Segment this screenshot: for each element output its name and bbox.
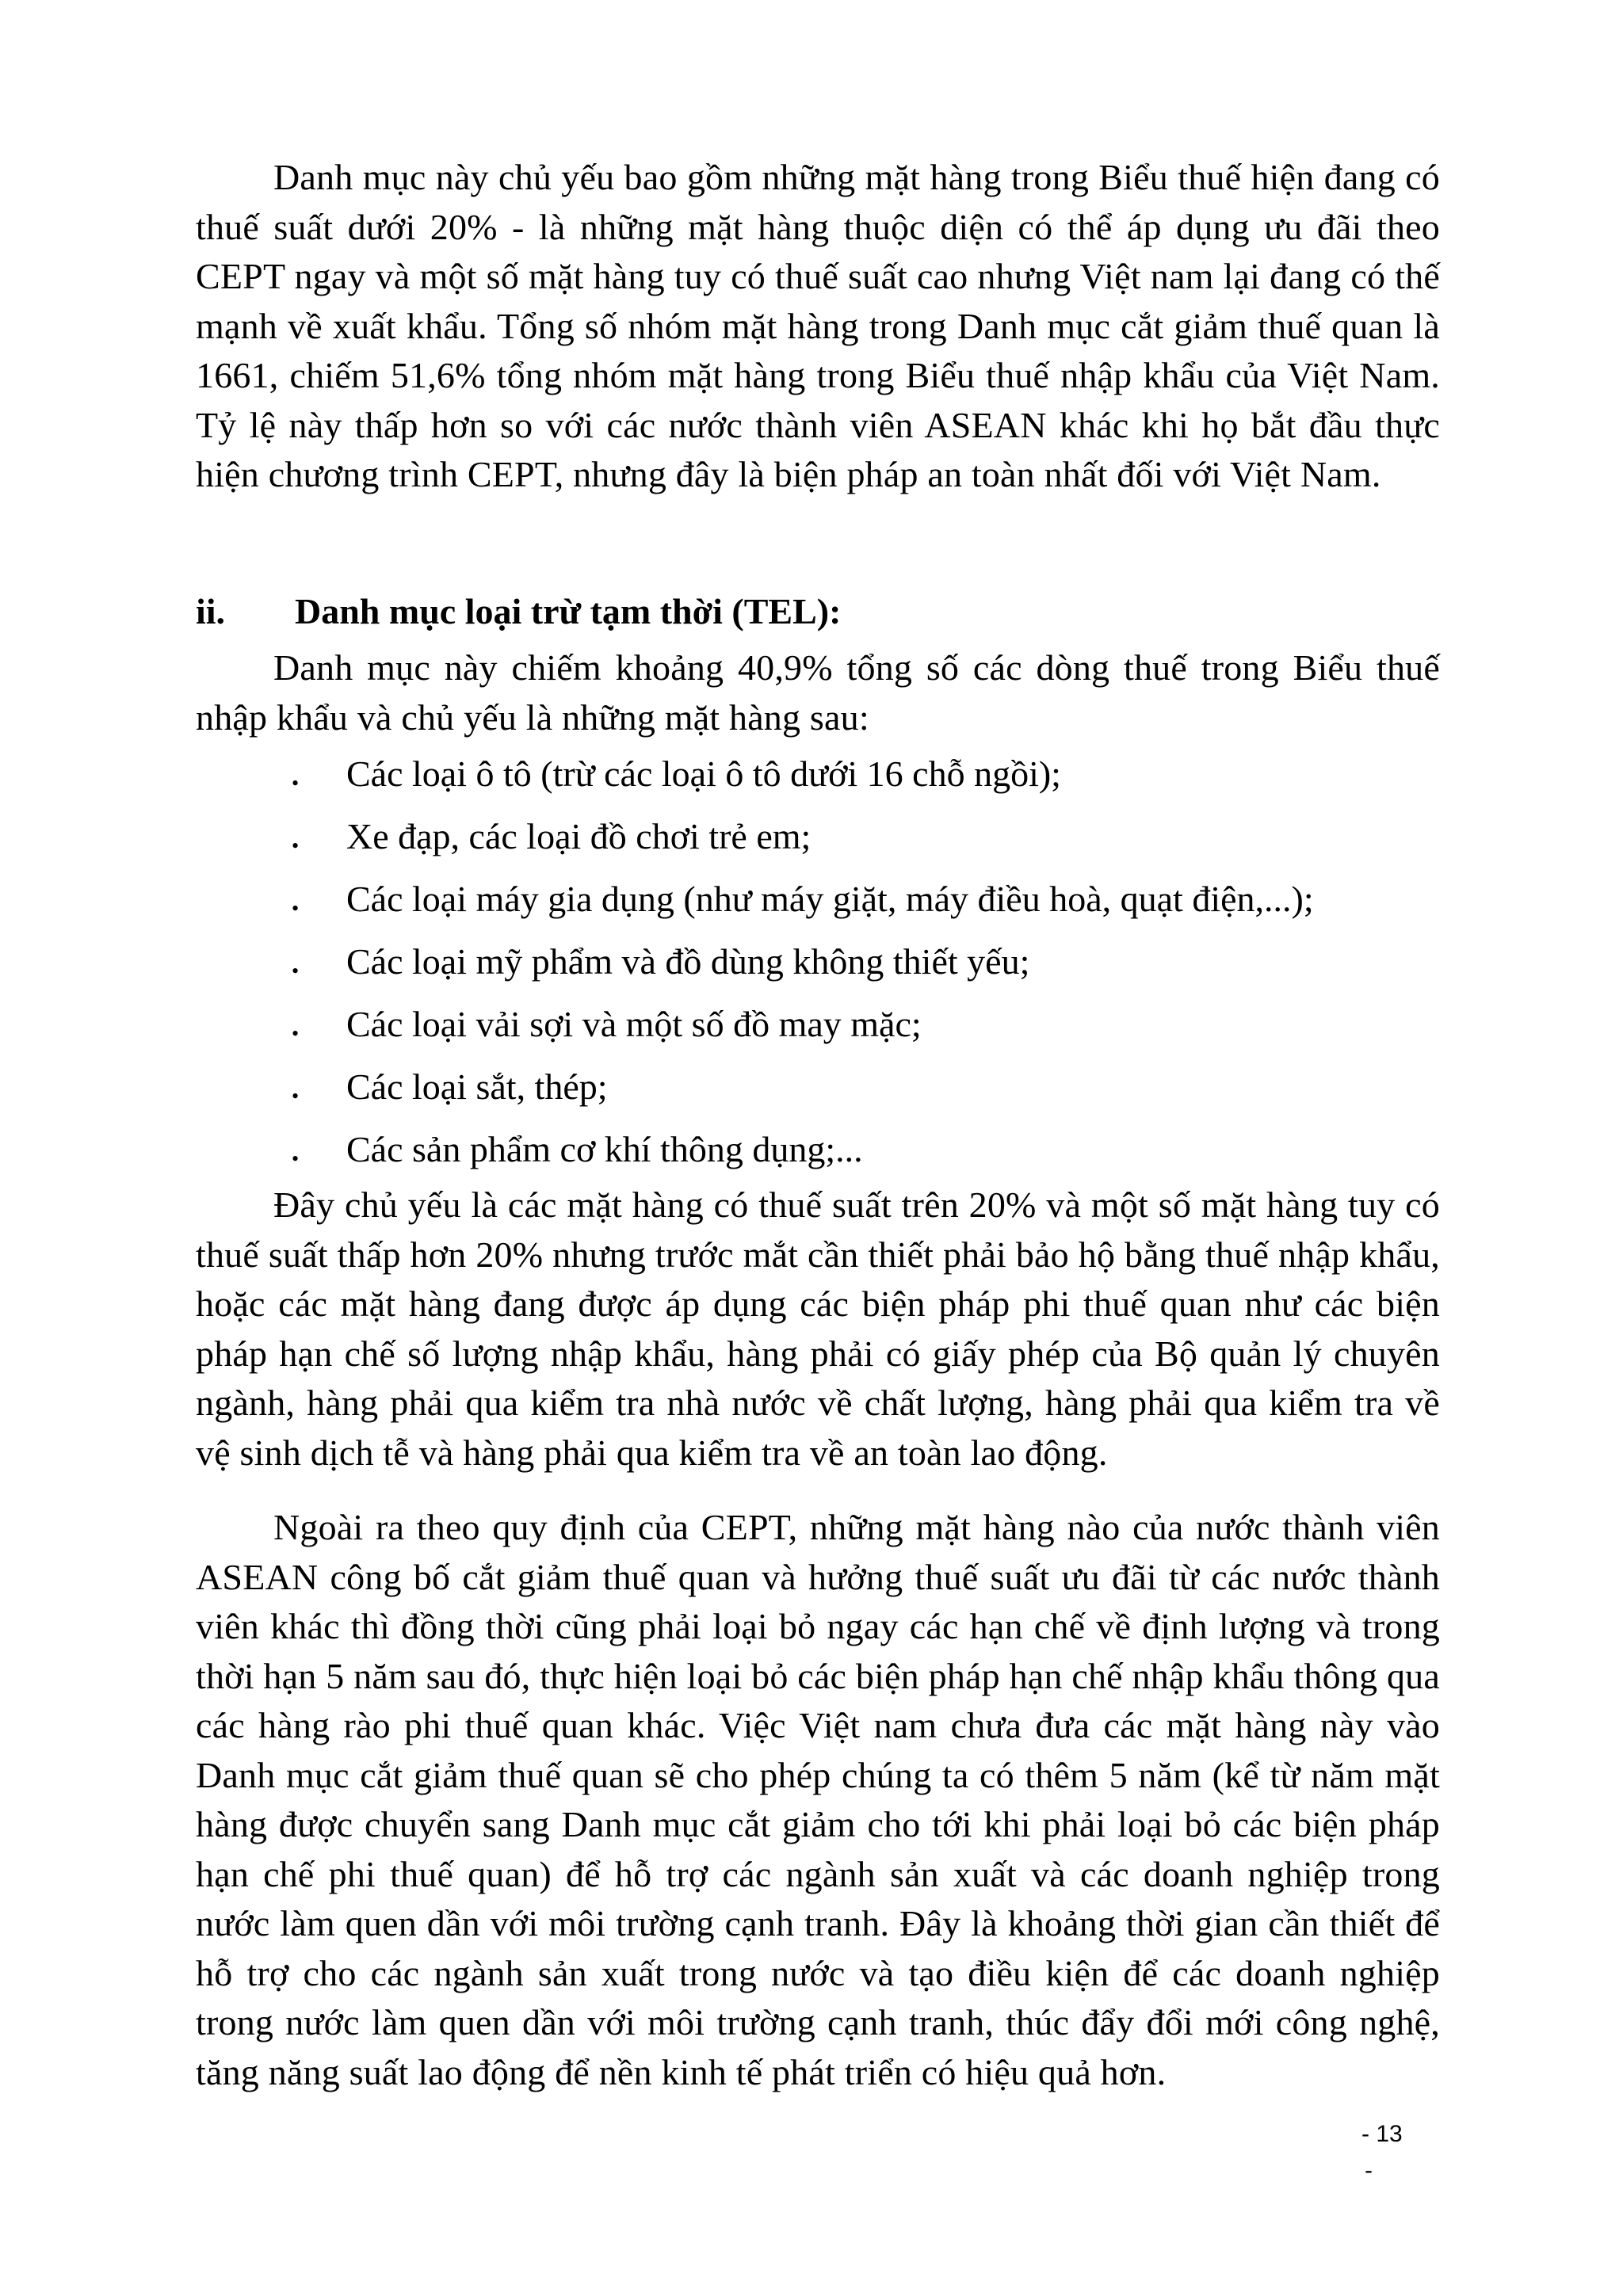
- tel-description-paragraph: Đây chủ yếu là các mặt hàng có thuế suất trên 20% và một số mặt hàng tuy có thuế suất thấp hơn 20% nhưng trước mắt cần thiết phải bảo hộ bằng thuế nhập khẩu, hoặc các mặt hàng đang được áp dụng các biện pháp phi thuế quan như các biện pháp hạn chế số lượng nhập khẩu, hàng phải có giấy phép của Bộ quản lý chuyên ngành, hàng phải qua kiểm tra nhà nước về chất lượng, hàng phải qua kiểm tra về vệ sinh dịch tễ và hàng phải qua kiểm tra về an toàn lao động.: [196, 1184, 1440, 1473]
- bullet-icon: •: [292, 1085, 300, 1108]
- list-item: [196, 812, 1440, 875]
- list-item-text: Các loại sắt, thép;: [346, 1066, 608, 1107]
- page-number-trail: -: [1365, 2157, 1373, 2183]
- list-item: [196, 1125, 1440, 1188]
- list-item-text: Xe đạp, các loại đồ chơi trẻ em;: [346, 816, 812, 856]
- list-item: [196, 937, 1440, 1000]
- list-item-text: Các sản phẩm cơ khí thông dụng;...: [346, 1129, 863, 1169]
- list-item: [196, 749, 1440, 812]
- list-item-text: Các loại mỹ phẩm và đồ dùng không thiết yếu;: [346, 941, 1030, 982]
- section-title: Danh mục loại trừ tạm thời (TEL):: [295, 591, 842, 631]
- list-item-text: Các loại vải sợi và một số đồ may mặc;: [346, 1004, 922, 1044]
- section-heading: [196, 587, 1440, 636]
- bullet-icon: •: [292, 897, 300, 920]
- page-number: - 13: [1361, 2121, 1403, 2147]
- list-item: [196, 1062, 1440, 1125]
- tel-items-list: [196, 749, 1440, 1188]
- bullet-icon: •: [292, 1022, 300, 1045]
- section-number: ii.: [196, 591, 226, 631]
- list-item-text: Các loại ô tô (trừ các loại ô tô dưới 16 chỗ ngồi);: [346, 753, 1061, 794]
- list-item: [196, 1000, 1440, 1062]
- bullet-icon: •: [292, 959, 300, 982]
- tel-intro-paragraph: Danh mục này chiếm khoảng 40,9% tổng số các dòng thuế trong Biểu thuế nhập khẩu và chủ yếu là những mặt hàng sau:: [196, 647, 1440, 738]
- bullet-icon: •: [292, 1147, 300, 1170]
- bullet-icon: •: [292, 772, 300, 795]
- cept-rule-paragraph: Ngoài ra theo quy định của CEPT, những mặt hàng nào của nước thành viên ASEAN công bố cắt giảm thuế quan và hưởng thuế suất ưu đãi từ các nước thành viên khác thì đồng thời cũng phải loại bỏ ngay các hạn chế về định lượng và trong thời hạn 5 năm sau đó, thực hiện loại bỏ các biện pháp hạn chế nhập khẩu thông qua các hàng rào phi thuế quan khác. Việc Việt nam chưa đưa các mặt hàng này vào Danh mục cắt giảm thuế quan sẽ cho phép chúng ta có thêm 5 năm (kể từ năm mặt hàng được chuyển sang Danh mục cắt giảm cho tới khi phải loại bỏ các biện pháp hạn chế phi thuế quan) để hỗ trợ các ngành sản xuất và các doanh nghiệp trong nước làm quen dần với môi trường cạnh tranh. Đây là khoảng thời gian cần thiết để hỗ trợ cho các ngành sản xuất trong nước và tạo điều kiện để các doanh nghiệp trong nước làm quen dần với môi trường cạnh tranh, thúc đẩy đổi mới công nghệ, tăng năng suất lao động để nền kinh tế phát triển có hiệu quả hơn.: [196, 1507, 1440, 2092]
- list-item-text: Các loại máy gia dụng (như máy giặt, máy điều hoà, quạt điện,...);: [346, 879, 1314, 919]
- intro-paragraph: Danh mục này chủ yếu bao gồm những mặt hàng trong Biểu thuế hiện đang có thuế suất dưới 20% - là những mặt hàng thuộc diện có thể áp dụng ưu đãi theo CEPT ngay và một số mặt hàng tuy có thuế suất cao nhưng Việt nam lại đang có thế mạnh về xuất khẩu. Tổng số nhóm mặt hàng trong Danh mục cắt giảm thuế quan là 1661, chiếm 51,6% tổng nhóm mặt hàng trong Biểu thuế nhập khẩu của Việt Nam. Tỷ lệ này thấp hơn so với các nước thành viên ASEAN khác khi họ bắt đầu thực hiện chương trình CEPT, nhưng đây là biện pháp an toàn nhất đối với Việt Nam.: [196, 157, 1440, 494]
- list-item: [196, 875, 1440, 937]
- bullet-icon: •: [292, 834, 300, 857]
